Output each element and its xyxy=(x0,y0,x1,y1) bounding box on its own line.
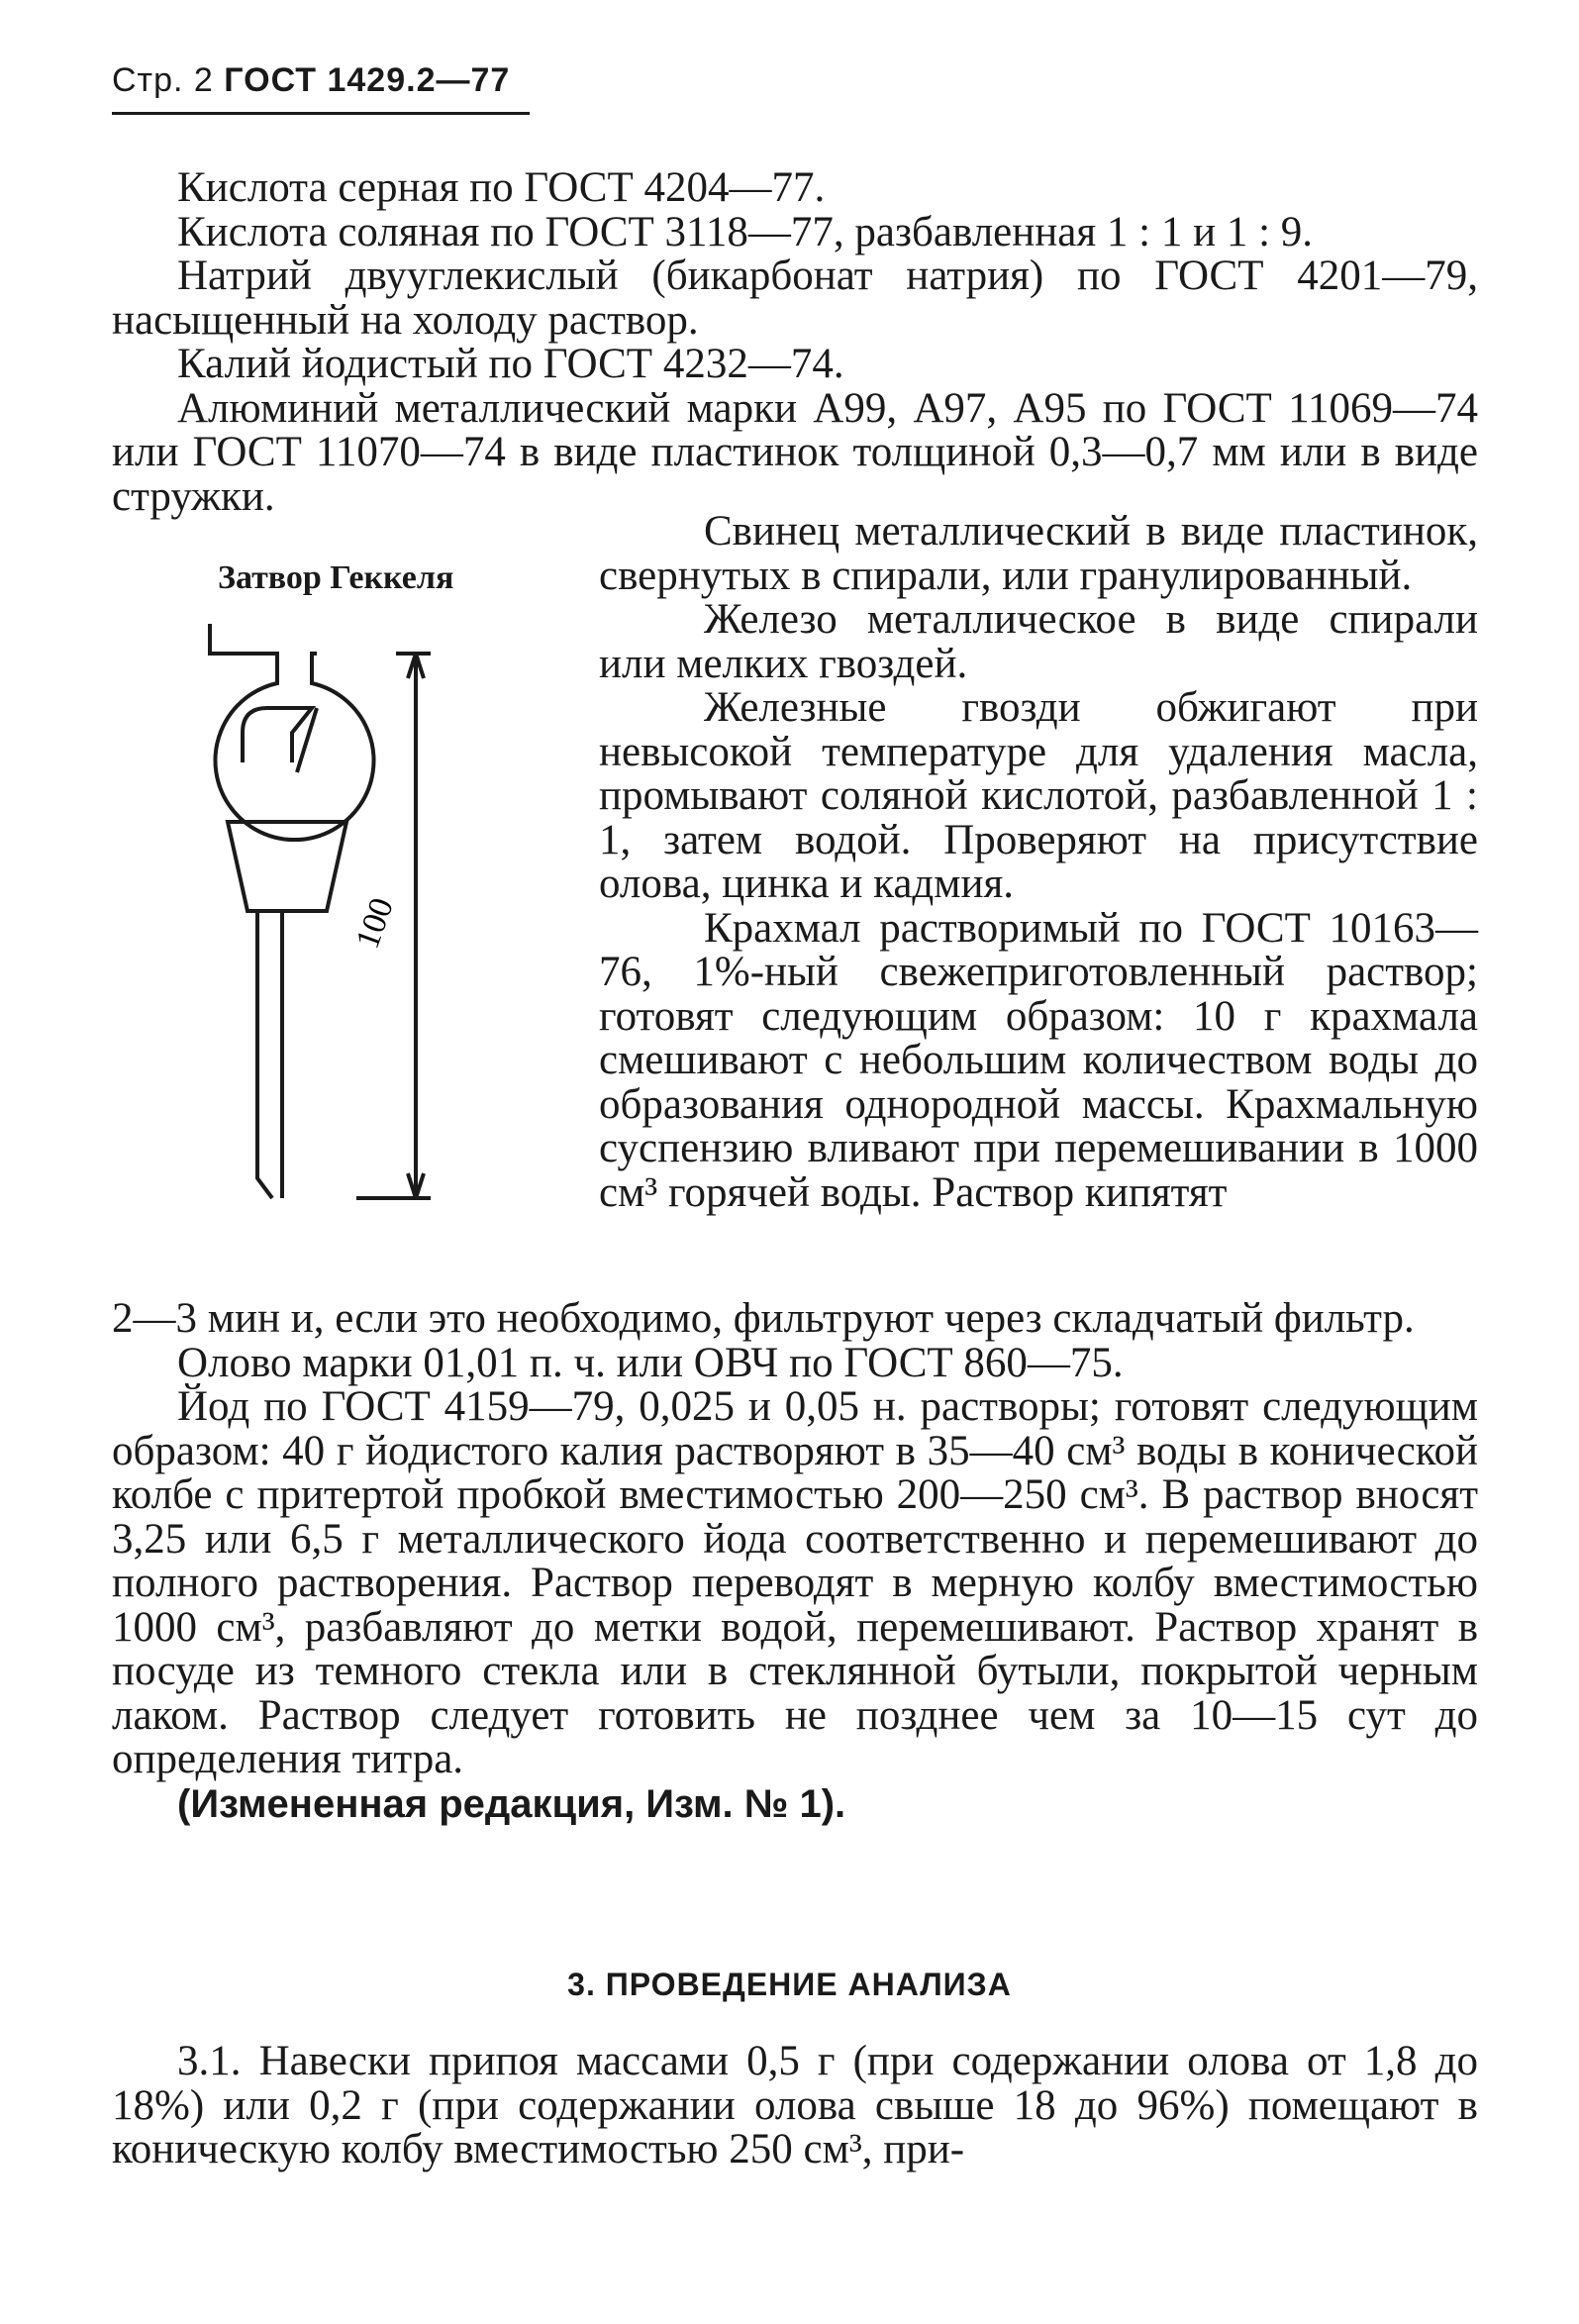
valve-stem xyxy=(257,911,282,1198)
paragraph: 3.1. Навески припоя массами 0,5 г (при содержании олова от 1,8 до 18%) или 0,2 г (при содержании олова свыше 18 до 96%) помещают в коническую колбу вместимостью 250 см³, при- xyxy=(112,2038,1478,2172)
paragraph: Йод по ГОСТ 4159—79, 0,025 и 0,05 н. растворы; готовят следующим образом: 40 г йодистого калия растворяют в 35—40 см³ воды в конической колбе с притертой пробкой вместимостью 200—250 см³. В раствор вносят 3,25 или 6,5 г металлического йода соответственно и перемешивают до полного растворения. Раствор переводят в мерную колбу вместимостью 1000 см³, разбавляют до метки водой, перемешивают. Раствор хранят в посуде из темного стекла или в стеклянной бутыли, покрытой черным лаком. Раствор следует готовить не позднее чем за 10—15 сут до определения титра. xyxy=(112,1383,1478,1782)
paragraph: Кислота серная по ГОСТ 4204—77. xyxy=(177,164,826,211)
paragraph: Олово марки 01,01 п. ч. или ОВЧ по ГОСТ 860—75. xyxy=(177,1339,1124,1386)
paragraph: Железо металлическое в виде спирали или мелких гвоздей. xyxy=(599,596,1478,687)
dimension-label: 100 xyxy=(348,893,401,954)
paragraph: Железные гвозди обжигают при невысокой температуре для удаления масла, промывают соляной кислотой, разбавленной 1 : 1, затем водой. Проверяют на присутствие олова, цинка и кадмия. xyxy=(599,684,1478,907)
valve-stopper xyxy=(228,822,346,911)
header-rule xyxy=(112,112,530,115)
paragraph: Крахмал растворимый по ГОСТ 10163—76, 1%-ный свежеприготовленный раствор; готовят следующим образом: 10 г крахмала смешивают с небольшим количеством воды до образования однородной массы. Крахмальную суспензию вливают при перемешивании в 1000 см³ горячей воды. Раствор кипятят xyxy=(599,904,1478,1216)
paragraph: Калий йодистый по ГОСТ 4232—74. xyxy=(177,341,844,387)
page-header xyxy=(112,61,510,100)
paragraph-continuation: 2—3 мин и, если это необходимо, фильтруют через складчатый фильтр. xyxy=(112,1295,1415,1342)
paragraph: Свинец металлический в виде пластинок, свернутых в спирали, или гранулированный. xyxy=(599,508,1478,599)
top-text-block xyxy=(112,166,1478,519)
page-number: Стр. 2 xyxy=(112,61,214,99)
paragraph: Натрий двууглекислый (бикарбонат натрия) по ГОСТ 4201—79, насыщенный на холоду раствор. xyxy=(112,253,1478,344)
figure-caption: Затвор Геккеля xyxy=(218,559,454,596)
paragraph: Кислота соляная по ГОСТ 3118—77, разбавленная 1 : 1 и 1 : 9. xyxy=(177,208,1314,255)
standard-code: ГОСТ 1429.2—77 xyxy=(224,61,511,99)
section-text-block xyxy=(112,2040,1478,2172)
heckel-valve-figure xyxy=(198,624,495,1238)
bottom-text-block xyxy=(112,1297,1478,1826)
paragraph: Алюминий металлический марки А99, А97, А95 по ГОСТ 11069—74 или ГОСТ 11070—74 в виде пластинок толщиной 0,3—0,7 мм или в виде стружки. xyxy=(112,384,1478,520)
right-text-block xyxy=(599,510,1478,1215)
section-title: 3. ПРОВЕДЕНИЕ АНАЛИЗА xyxy=(567,1967,1012,2002)
amendment-note: (Измененная редакция, Изм. № 1). xyxy=(177,1781,846,1826)
